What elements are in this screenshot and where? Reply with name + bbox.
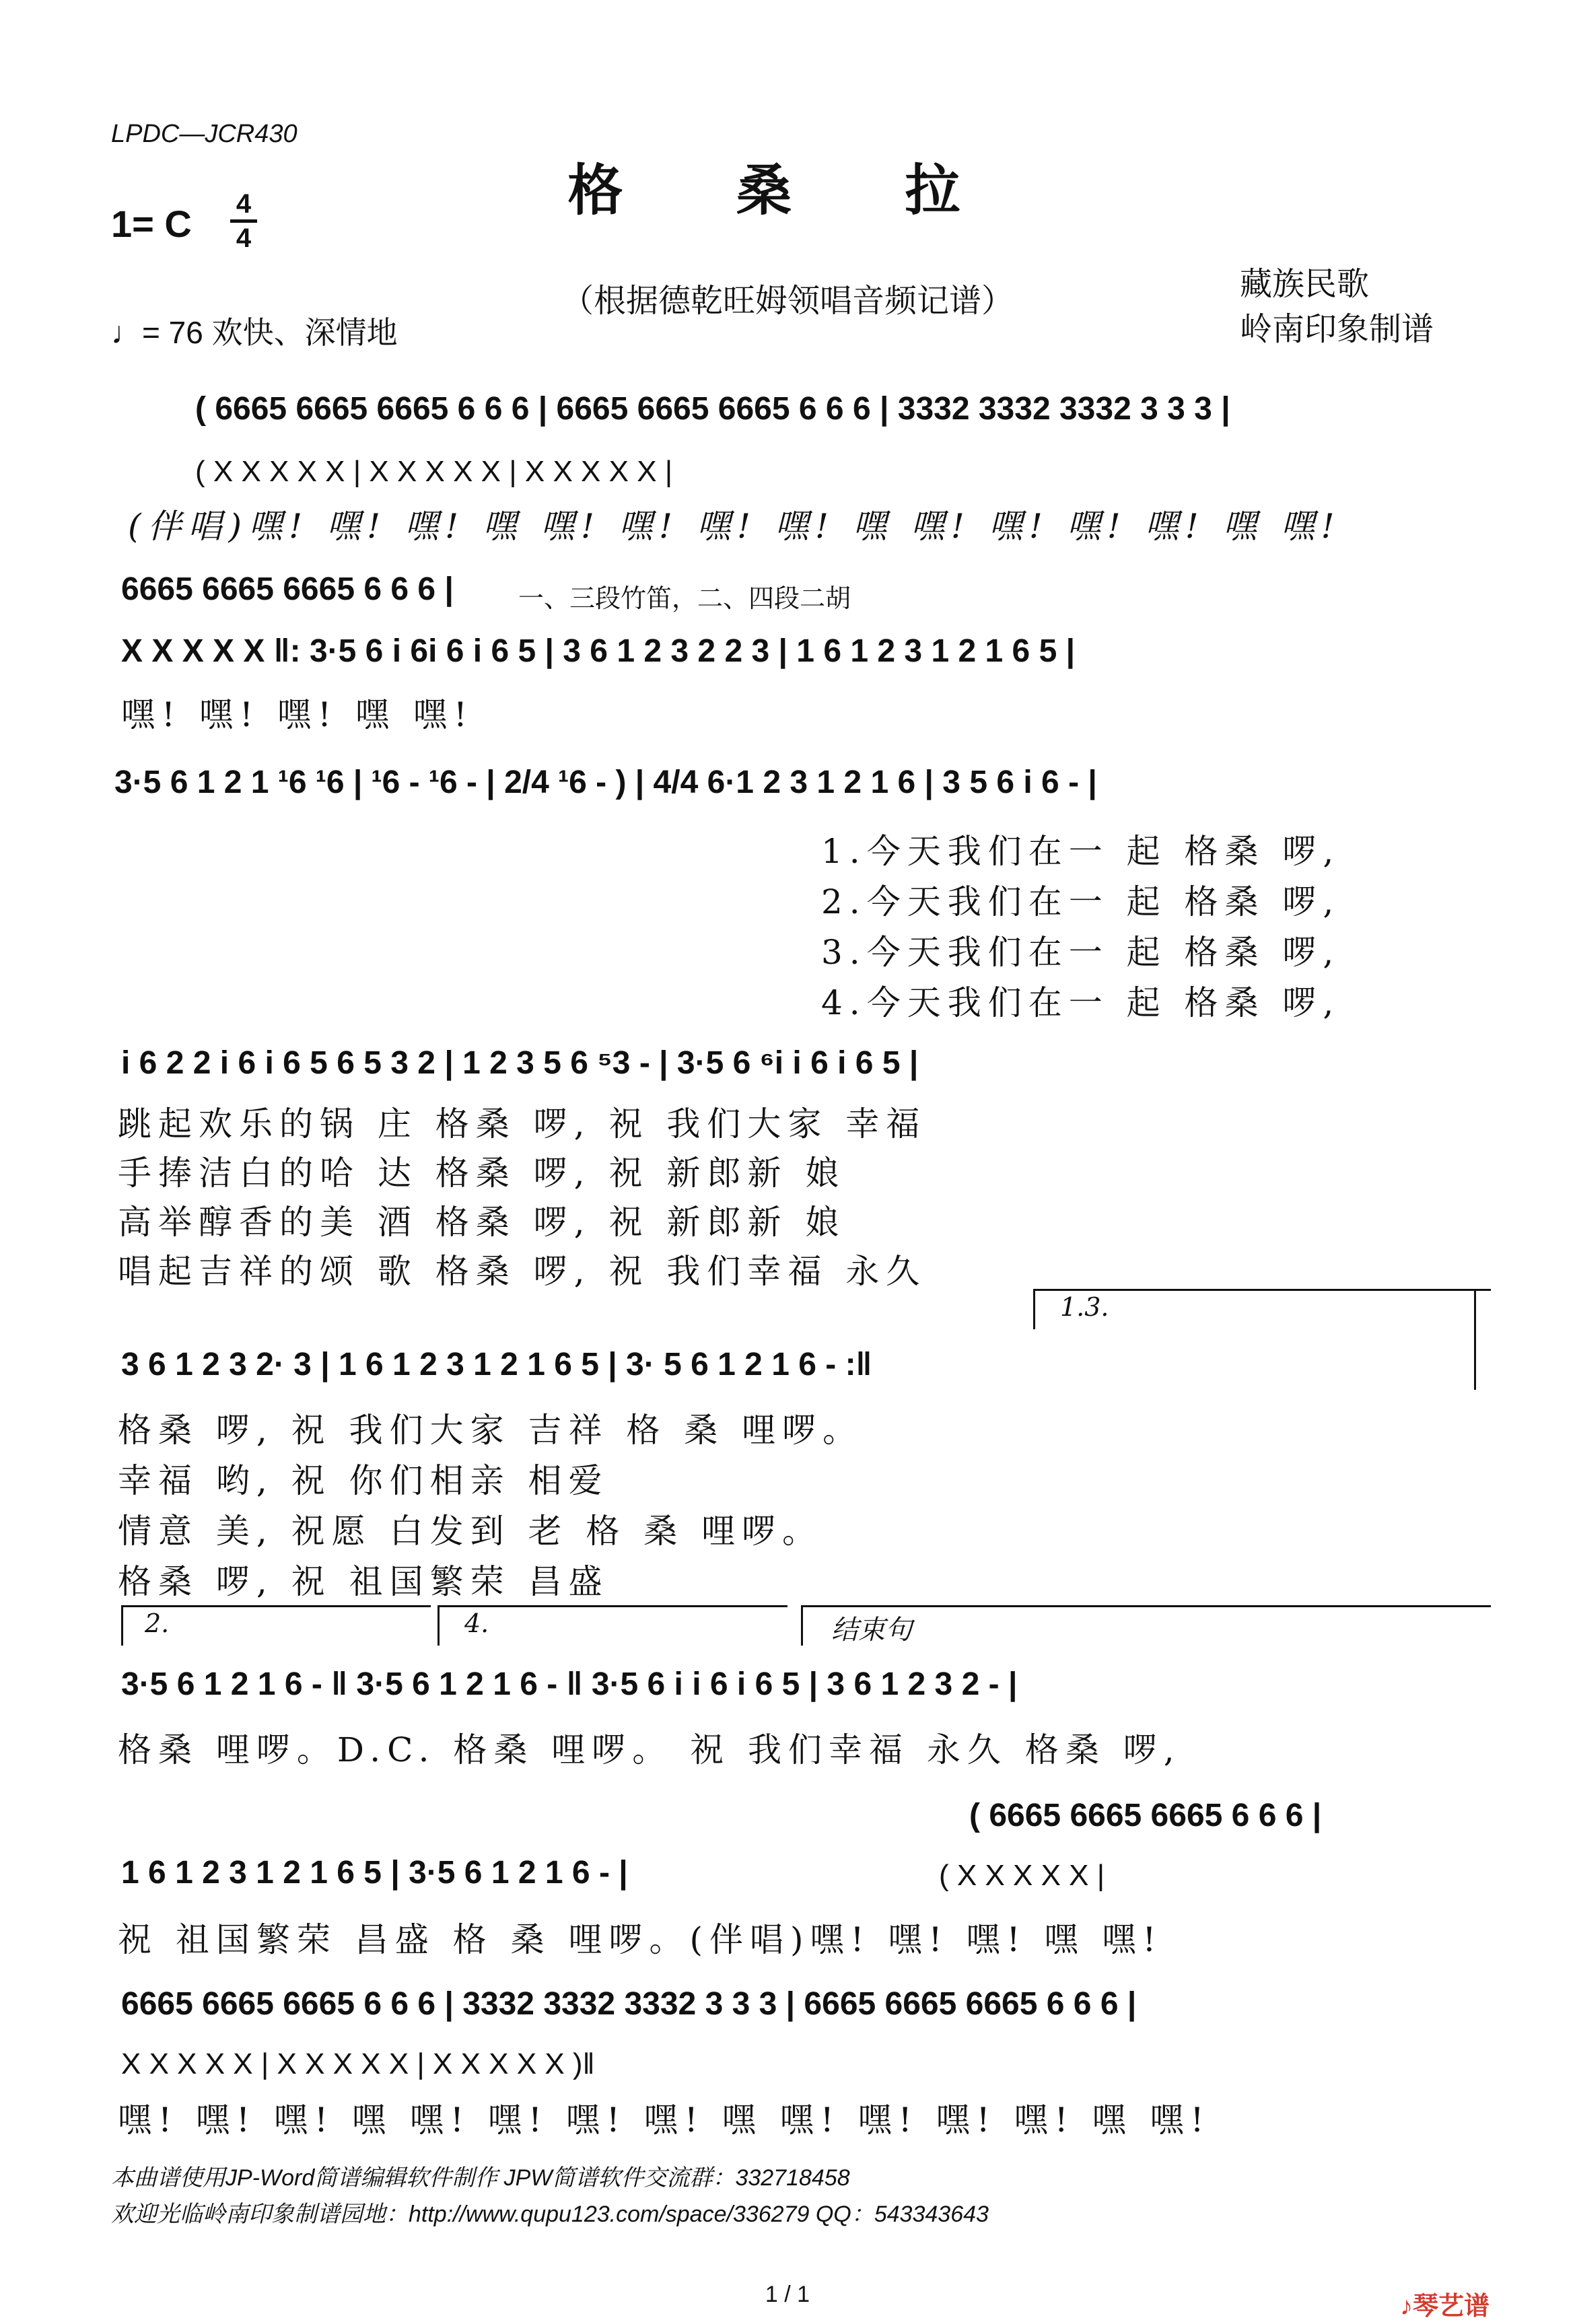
brand-icon: ♪: [1400, 2292, 1413, 2321]
transcriber: 岭南印象制谱: [1240, 310, 1434, 348]
volta2-bracket-top: [121, 1605, 431, 1607]
time-sig-bar: [230, 219, 257, 223]
volta-4: 4.: [464, 1609, 489, 1638]
row6-notes: 3·5 6 1 2 1 6 - ‖ 3·5 6 1 2 1 6 - ‖ 3·5 6 i i 6 i 6 5 | 3 6 1 2 3 2 - |: [121, 1666, 1018, 1702]
row7-lyric: 祝 祖国繁荣 昌盛 格 桑 哩啰。(伴唱)嘿! 嘿! 嘿! 嘿 嘿!: [118, 1920, 1163, 1959]
volta2-bracket-left: [121, 1605, 123, 1646]
volta-1-3: 1.3.: [1060, 1292, 1109, 1322]
row3-lyric-verse3: 3.今天我们在一 起 格桑 啰,: [821, 933, 1341, 972]
coda-label: 结束句: [831, 1615, 912, 1646]
row5-lyric-verse4: 格桑 啰, 祝 祖国繁荣 昌盛: [118, 1562, 609, 1601]
piece-id: LPDC—JCR430: [111, 120, 298, 148]
page-title: 格 桑 拉: [567, 158, 1008, 223]
row8-notes: 6665 6665 6665 6 6 6 | 3332 3332 3332 3 3 3 | 6665 6665 6665 6 6 6 |: [121, 1986, 1137, 2022]
volta-bracket-left: [1033, 1289, 1035, 1329]
row1-notes: ( 6665 6665 6665 6 6 6 | 6665 6665 6665 6 6 6 | 3332 3332 3332 3 3 3 |: [195, 391, 1230, 427]
folk-origin: 藏族民歌: [1240, 265, 1370, 303]
row6-lyric: 格桑 哩啰。D.C. 格桑 哩啰。 祝 我们幸福 永久 格桑 啰,: [118, 1730, 1181, 1769]
key-signature: 1= C: [111, 203, 192, 245]
row4-lyric-verse2: 手捧洁白的哈 达 格桑 啰, 祝 新郎新 娘: [118, 1154, 846, 1193]
instrument-note: 一、三段竹笛，二、四段二胡: [518, 585, 851, 613]
row1-call: (伴唱)嘿! 嘿! 嘿! 嘿 嘿! 嘿! 嘿! 嘿! 嘿 嘿! 嘿! 嘿! 嘿! 嘿 嘿!: [128, 507, 1341, 546]
row4-lyric-verse4: 唱起吉祥的颂 歌 格桑 啰, 祝 我们幸福 永久: [118, 1252, 927, 1291]
coda-bracket-top: [801, 1605, 1491, 1607]
row3-lyric-verse2: 2.今天我们在一 起 格桑 啰,: [821, 882, 1341, 921]
row3-notes: 3·5 6 1 2 1 ¹6 ¹6 | ¹6 - ¹6 - | 2/4 ¹6 - ) | 4/4 6·1 2 3 1 2 1 6 | 3 5 6 i 6 - |: [114, 765, 1097, 800]
tempo-marking: ♩= 76 欢快、深情地: [111, 315, 398, 350]
row2-notes: 6665 6665 6665 6 6 6 |: [121, 571, 454, 607]
coda-bracket-left: [801, 1605, 803, 1646]
row5-notes: 3 6 1 2 3 2· 3 | 1 6 1 2 3 1 2 1 6 5 | 3· 5 6 1 2 1 6 - :‖: [121, 1347, 872, 1382]
row3-lyric-verse1: 1.今天我们在一 起 格桑 啰,: [821, 832, 1341, 871]
time-sig-bottom: 4: [236, 223, 252, 253]
time-sig-top: 4: [236, 189, 252, 219]
volta-2: 2.: [145, 1609, 170, 1638]
volta4-bracket-top: [438, 1605, 788, 1607]
row5-lyric-verse2: 幸福 哟, 祝 你们相亲 相爱: [118, 1461, 609, 1500]
row8-call: 嘿! 嘿! 嘿! 嘿 嘿! 嘿! 嘿! 嘿! 嘿 嘿! 嘿! 嘿! 嘿! 嘿 嘿!: [118, 2101, 1211, 2140]
row7-accomp-notes: ( 6665 6665 6665 6 6 6 |: [969, 1798, 1322, 1833]
row5-lyric-verse3: 情意 美, 祝愿 白发到 老 格 桑 哩啰。: [118, 1512, 823, 1551]
row8-percussion: X X X X X | X X X X X | X X X X X )‖: [121, 2047, 595, 2080]
row4-notes: i 6 2 2 i 6 i 6 5 6 5 3 2 | 1 2 3 5 6 ⁵3 - | 3·5 6 ⁶i i 6 i 6 5 |: [121, 1045, 919, 1081]
brand-logo: [1400, 2285, 1490, 2322]
row5-lyric-verse1: 格桑 啰, 祝 我们大家 吉祥 格 桑 哩啰。: [118, 1411, 864, 1450]
brand-text: 琴艺谱: [1413, 2292, 1490, 2321]
volta-bracket-right: [1474, 1289, 1476, 1390]
row2-call: 嘿! 嘿! 嘿! 嘿 嘿!: [121, 695, 474, 734]
time-signature: [230, 190, 257, 252]
row4-lyric-verse1: 跳起欢乐的锅 庄 格桑 啰, 祝 我们大家 幸福: [118, 1104, 927, 1143]
row1-percussion: ( X X X X X | X X X X X | X X X X X |: [195, 455, 673, 488]
row2-mixed: X X X X X ‖: 3·5 6 i 6i 6 i 6 5 | 3 6 1 2 3 2 2 3 | 1 6 1 2 3 1 2 1 6 5 |: [121, 633, 1076, 669]
volta-bracket-top: [1033, 1289, 1491, 1291]
row3-lyric-verse4: 4.今天我们在一 起 格桑 啰,: [821, 983, 1341, 1022]
footer-software-note: 本曲谱使用JP-Word简谱编辑软件制作 JPW简谱软件交流群：332718458: [111, 2165, 850, 2191]
volta4-bracket-left: [438, 1605, 440, 1646]
footer-website-note: 欢迎光临岭南印象制谱园地：http://www.qupu123.com/space/336279 QQ：543343643: [111, 2202, 989, 2227]
subtitle: （根据德乾旺姆领唱音频记谱）: [561, 282, 1014, 320]
page-number: 1 / 1: [765, 2282, 810, 2307]
row7-percussion: ( X X X X X |: [939, 1859, 1105, 1892]
row4-lyric-verse3: 高举醇香的美 酒 格桑 啰, 祝 新郎新 娘: [118, 1203, 846, 1242]
row7-notes: 1 6 1 2 3 1 2 1 6 5 | 3·5 6 1 2 1 6 - |: [121, 1855, 628, 1891]
